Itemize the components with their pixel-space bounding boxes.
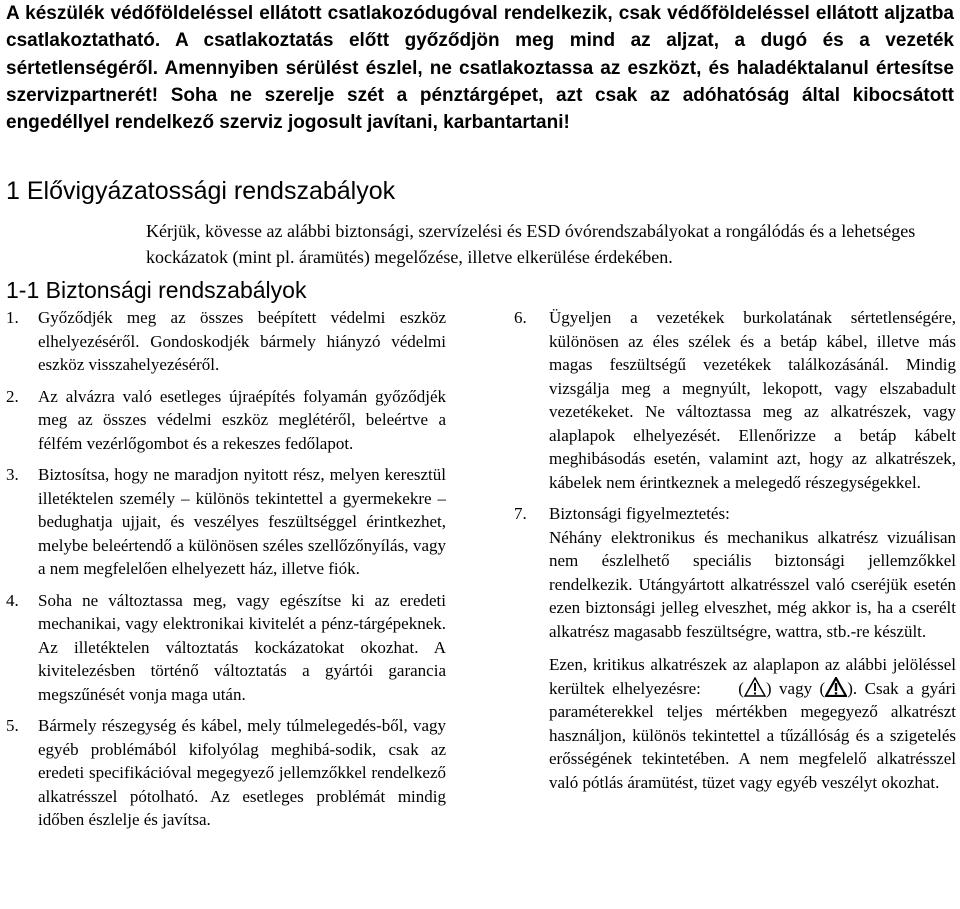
right-column bbox=[514, 306, 956, 802]
list-item bbox=[6, 463, 446, 581]
list-item bbox=[6, 714, 446, 832]
item-number: 5. bbox=[6, 716, 19, 735]
item-number: 6. bbox=[514, 308, 527, 327]
marking-text: Ezen, kritikus alkatrészek az alaplapon az alábbi jelöléssel kerültek elhelyezésre: bbox=[549, 655, 956, 698]
warning-triangle-icon bbox=[744, 677, 766, 697]
vagy-word: vagy bbox=[779, 678, 813, 698]
item-text-marking bbox=[549, 653, 956, 794]
section-title: 1 Elővigyázatossági rendszabályok bbox=[6, 177, 396, 205]
item-number: 7. bbox=[514, 504, 527, 523]
intro-warning-text: A készülék védőföldeléssel ellátott csatlakozódugóval rendelkezik, csak védőföldeléssel ellátott aljzatba csatlakoztatható. A csatlakoztatás előtt győződjön meg mind az aljzat, a dugó és a vezeték sértetlenségéről. Amennyiben sérülést észlel, ne csatlakoztassa az eszközt, és haladéktalanul értesítse szervizpartnerét! Soha ne szerelje szét a pénztárgépet, azt csak az adóhatóság által kibocsátott engedéllyel rendelkező szerviz jogosult javítani, karbantartani! bbox=[6, 3, 954, 134]
item-text: Az alvázra való esetleges újraépítés folyamán győződjék meg az összes védelmi eszköz meglétéről, beleértve a félfém vezérlőgombot és a rekeszes fedőlapot. bbox=[38, 386, 446, 453]
item-text: Győződjék meg az összes beépített védelmi eszköz elhelyezéséről. Gondoskodjék bármely hiányzó védelmi eszköz visszahelyezéséről. bbox=[38, 308, 446, 374]
list-item bbox=[6, 385, 446, 456]
item-number: 4. bbox=[6, 590, 19, 610]
list-item bbox=[514, 502, 956, 794]
item-number: 3. bbox=[6, 465, 19, 484]
marking-text-continued: Csak a gyári paraméterekkel teljes mértékben megegyező alkatrészt használjon, különös tekintettel a tűzállóság és a szigetelés erősségének tekintetében. A nem megfelelő alkatrésszel való pótlás áramütést, tüzet vagy egyéb veszélyt okozhat. bbox=[549, 678, 957, 792]
list-item bbox=[6, 589, 446, 707]
section-lead-text: Kérjük, kövesse az alábbi biztonsági, szervízelési és ESD óvórendszabályokat a rongálódás és a lehetséges kockázatok (mint pl. áramütés) megelőzése, illetve elkerülése érdekében. bbox=[146, 221, 916, 267]
warning-triangle-filled-icon bbox=[825, 677, 847, 697]
item-text: Néhány elektronikus és mechanikus alkatrész vizuálisan nem észlelhető speciális biztonsági jellemzőkkel rendelkezik. Utángyártott alkatrésszel való cseréjük esetén ezen biztonsági jelleg elveszhet, még akkor is, ha a cserélt alkatrész magasabb feszültségre, wattra, stb.-re készült. bbox=[549, 527, 956, 641]
item-number: 1. bbox=[6, 308, 19, 327]
paren-close-end: ). bbox=[847, 678, 858, 698]
left-column bbox=[6, 306, 446, 840]
item-text: Bármely részegység és kábel, mely túlmelegedés-ből, vagy egyéb problémából kifolyólag meghibá-sodik, csak az eredeti specifikációval megegyező jellemzőkkel rendelkező alkatrésszel pótolható. Az esetleges problémát mindig időben észlelje és javítsa. bbox=[38, 716, 446, 829]
paren-close: ) bbox=[765, 678, 772, 698]
item-text: Soha ne változtassa meg, vagy egészítse ki az eredeti mechanikai, vagy elektronikai kivitelét a pénz-tárgépeknek. Az illetéktelen változtatás kockázatokat okozhat. A kivitelezésben történő változtatás a gyártói garancia megszűnését vonja maga után. bbox=[38, 590, 446, 704]
list-item bbox=[514, 306, 956, 494]
paren-open: ( bbox=[819, 678, 826, 698]
paren-open: ( bbox=[738, 678, 744, 698]
list-item bbox=[6, 306, 446, 377]
item-text: Biztosítsa, hogy ne maradjon nyitott rész, melyen keresztül illetéktelen személy – különös tekintettel a gyermekekre – bedughatja ujjait, és veszélyes feszültséggel érintkezhet, melybe beleértendő a különösen széles szellőzőnyílás, vagy a nem megfelelően elhelyezett ház, illetve fiók. bbox=[38, 465, 446, 578]
item-text: Ügyeljen a vezetékek burkolatának sértetlenségére, különösen az éles szélek és a betáp kábel, illetve más magas feszültségű vezetékek találkozásánál. Mindig vizsgálja meg a megnyúlt, lekopott, vagy elszabadult vezetékeket. Ne változtassa meg az alkatrészek, vagy alaplapok elhelyezését. Ellenőrizze a betáp kábelt meghibásodás esetén, valamint azt, hogy az alkatrészek, kábelek nem érintkeznek a melegedő részegységekkel. bbox=[549, 308, 956, 492]
item-number: 2. bbox=[6, 386, 19, 406]
item-title: Biztonsági figyelmeztetés: bbox=[549, 504, 730, 523]
subsection-title: 1-1 Biztonsági rendszabályok bbox=[6, 277, 307, 303]
